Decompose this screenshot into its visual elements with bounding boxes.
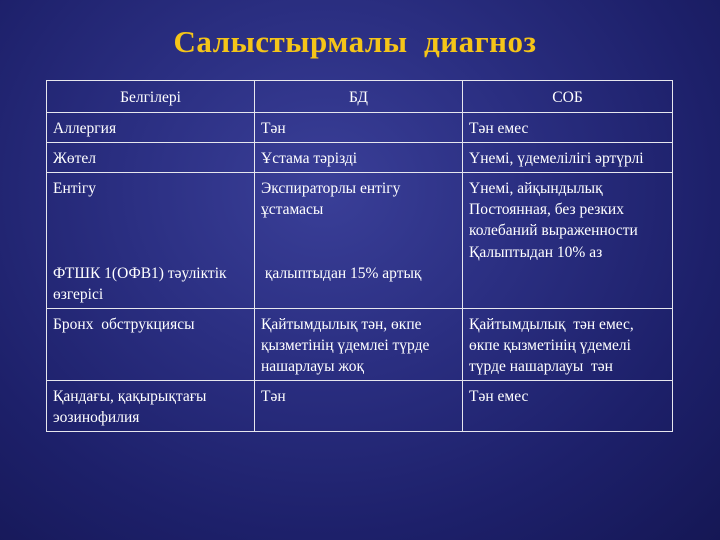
dyspnea-sign: Ентігу — [53, 180, 96, 197]
row-obstruction-sign: Бронх обструкциясы — [47, 309, 255, 381]
row-dyspnea-fev1-sob — [463, 173, 673, 309]
dyspnea-bd: Экспираторлы ентігу ұстамасы — [261, 180, 401, 218]
row-obstruction-sob: Қайтымдылық тән емес, өкпе қызметінің үдемелі түрде нашарлауы тән — [463, 309, 673, 381]
table-row — [47, 309, 673, 381]
row-cough-bd: Ұстама тәрізді — [255, 143, 463, 173]
row-allergy-bd: Тән — [255, 113, 463, 143]
row-obstruction-bd: Қайтымдылық тән, өкпе қызметінің үдемлеі түрде нашарлауы жоқ — [255, 309, 463, 381]
fev1-sign: ФТШК 1(ОФВ1) тәуліктік өзгерісі — [53, 265, 227, 303]
header-bd: БД — [255, 81, 463, 113]
row-dyspnea-fev1-bd — [255, 173, 463, 309]
table-row — [47, 113, 673, 143]
header-signs: Белгілері — [47, 81, 255, 113]
row-cough-sign: Жөтел — [47, 143, 255, 173]
header-sob: СОБ — [463, 81, 673, 113]
table-row — [47, 173, 673, 309]
fev1-sob: Қалыптыдан 10% аз — [469, 244, 603, 261]
slide-title: Салыстырмалы диагноз — [173, 24, 537, 59]
fev1-bd: қалыптыдан 15% артық — [261, 265, 422, 282]
table-row — [47, 381, 673, 432]
row-eosinophilia-sign: Қандағы, қақырықтағы эозинофилия — [47, 381, 255, 432]
table-header-row — [47, 81, 673, 113]
row-allergy-sob: Тән емес — [463, 113, 673, 143]
dyspnea-sob: Үнемі, айқындылық Постоянная, без резких колебаний выраженности — [469, 180, 638, 239]
row-eosinophilia-sob: Тән емес — [463, 381, 673, 432]
cell-spacer — [53, 199, 248, 263]
row-eosinophilia-bd: Тән — [255, 381, 463, 432]
row-dyspnea-fev1-sign — [47, 173, 255, 309]
differential-diagnosis-table — [46, 80, 673, 432]
row-cough-sob: Үнемі, үдемелілігі әртүрлі — [463, 143, 673, 173]
table-row — [47, 143, 673, 173]
cell-spacer — [261, 220, 456, 263]
row-allergy-sign: Аллергия — [47, 113, 255, 143]
